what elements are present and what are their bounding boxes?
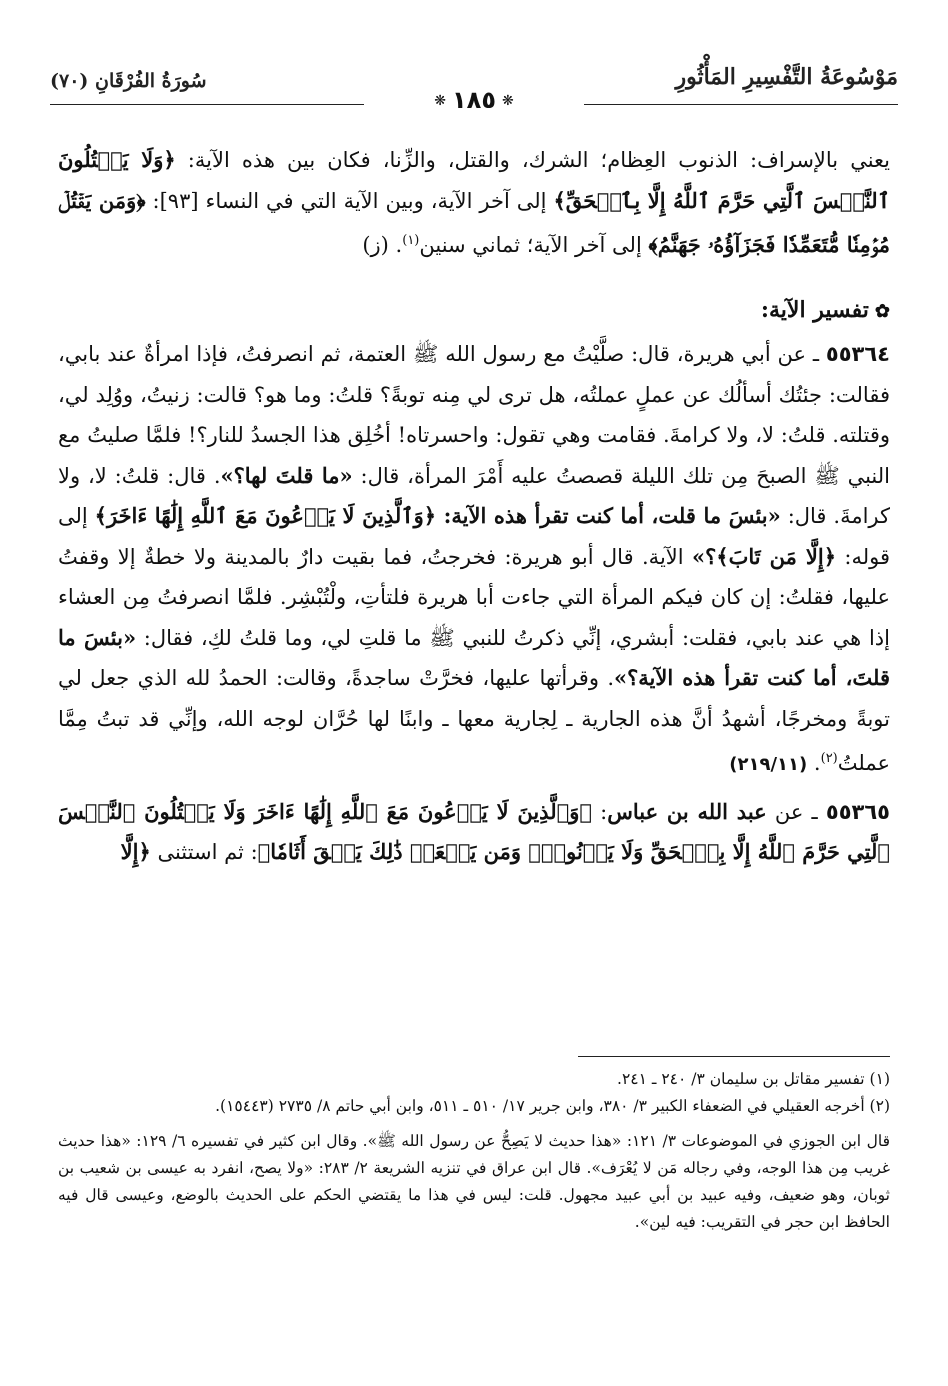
quran-verse: ﴿وَمَن يَقۡتُلۡ مُؤۡمِنٗا مُّتَعَمِّدٗا فَجَزَآؤُهُۥ جَهَنَّمُ﴾ bbox=[58, 187, 890, 257]
page-number bbox=[428, 86, 519, 114]
footnote-2-commentary: قال ابن الجوزي في الموضوعات ٣/ ١٢١: «هذا حديث لا يَصِحُّ عن رسول الله ﷺ». وقال ابن كثير في تفسيره ٦/ ١٢٩: «هذا حديث غريب مِن هذا الوجه، وفي رجاله مَن لا يُعْرَف». قال ابن عراق في تنزيه الشريعة ٢/ ٢٨٣: «ولا يصح، انفرد به عيسى بن شعيب بن ثوبان، وهو ضعيف، وفيه عبيد بن أبي عبيد مجهول. قلت: ليس في هذا ما يقتضي الحكم على الحديث بالوضع، وعيسى قال فيه الحافظ ابن حجر في التقريب: فيه لين». bbox=[58, 1132, 890, 1231]
footnote-divider bbox=[578, 1056, 890, 1057]
hadith-text: . bbox=[807, 751, 821, 775]
narrator-name: عبد الله بن عباس bbox=[607, 798, 767, 824]
hadith-paragraph bbox=[58, 334, 890, 786]
prophet-saying: ؟» bbox=[692, 543, 717, 569]
footnotes bbox=[58, 1066, 890, 1236]
intro-text: . (ز) bbox=[362, 233, 403, 257]
quran-verse: ﴿وَٱلَّذِينَ لَا يَدۡعُونَ مَعَ ٱللَّهِ إِلَٰهًا ءَاخَرَ﴾ bbox=[94, 503, 437, 528]
intro-text: إلى آخر الآية، وبين الآية التي في النساء [٩٣]: bbox=[145, 188, 554, 213]
section-heading bbox=[58, 290, 890, 333]
hadith-text: . قال: قلتُ: لا، ولا كرامةَ. قال: bbox=[58, 463, 890, 528]
header-divider bbox=[584, 104, 898, 105]
footnote-2: (٢) أخرجه العقيلي في الضعفاء الكبير ٣/ ٣٨٠، وابن جرير ١٧/ ٥١٠ ـ ٥١١، وابن أبي حاتم ٨/ ٢٧٣٥ (١٥٤٤٣). bbox=[215, 1097, 890, 1115]
main-text bbox=[58, 140, 890, 873]
footnote-marker[interactable]: (٢) bbox=[820, 751, 838, 766]
hadith-text: الآية. قال أبو هريرة: فخرجتُ، فما بقيت دارٌ بالمدينة ولا خطةٌ إلا وقفتُ عليها، فقلتُ: إن كان فيكم المرأة التي جاءت أبا هريرة فلتأتِ، ولْتُبْشِر. فلمَّا انصرفتُ مِن العشاء إذا هي عند بابي، فقلت: أبشري، إنِّي ذكرتُ للنبي ﷺ ما قلتِ لي، وما قلتُ لكِ، فقال: bbox=[58, 544, 890, 650]
prophet-saying: «بئسَ ما قلتَ، أما كنت تقرأ هذه الآية؟» bbox=[58, 624, 890, 690]
footnote-marker[interactable]: (١) bbox=[402, 233, 420, 248]
quran-verse: ﴿إِلَّا مَن تَابَ﴾ bbox=[716, 543, 836, 569]
quran-verse: ﴿وَٱلَّذِينَ لَا يَدۡعُونَ مَعَ ٱللَّهِ إِلَٰهًا ءَاخَرَ وَلَا يَقۡتُلُونَ ٱلنَّفۡسَ ٱلَّتِي حَرَّمَ ٱللَّهُ إِلَّا بِٱلۡحَقِّ وَلَا يَزۡنُونَۚ وَمَن يَفۡعَلۡ ذَٰلِكَ يَلۡقَ أَثَامٗا﴾ bbox=[58, 798, 890, 864]
prophet-saying: «ما قلتَ لها؟» bbox=[220, 462, 353, 488]
prophet-saying: «بئسَ ما قلت، أما كنت تقرأ هذه الآية: bbox=[436, 503, 781, 528]
header-divider bbox=[50, 104, 364, 105]
intro-text: إلى آخر الآية؛ ثماني سنين bbox=[419, 233, 649, 257]
volume-reference: (٢١٩/١١) bbox=[729, 754, 808, 775]
book-title: مَوْسُوعَةُ التَّفْسِيرِ المَأْثُورِ bbox=[675, 64, 898, 90]
footnote-1: (١) تفسير مقاتل بن سليمان ٣/ ٢٤٠ ـ ٢٤١. bbox=[617, 1070, 890, 1088]
hadith-paragraph bbox=[58, 792, 890, 873]
page-number-value: ١٨٥ bbox=[452, 86, 496, 114]
page-header bbox=[50, 64, 898, 114]
intro-paragraph bbox=[58, 140, 890, 266]
hadith-text: ـ عن أبي هريرة، قال: صلَّيْتُ مع رسول الله ﷺ العتمة، ثم انصرفتُ، فإذا امرأةٌ عند بابي، فقالت: جئتُك أسألُك عن عملٍ عملتُه، هل ترى لي مِنه توبةً؟ قلتُ: وما هو؟ قالت: زنيتُ، ووُلِد لي، وقتلته. قلتُ: لا، ولا كرامةَ. فقامت وهي تقول: واحسرتاه! أخُلِق هذا الجسدُ للنار؟! فلمَّا صليتُ مع النبي ﷺ الصبحَ مِن تلك الليلة قصصتُ عليه أَمْرَ المرأة، قال: bbox=[58, 342, 890, 488]
hadith-number: ٥٥٣٦٤ bbox=[825, 342, 890, 366]
ornament-icon: ❋ bbox=[501, 93, 514, 109]
hadith-text: : ثم استثنى bbox=[150, 840, 258, 864]
flower-icon: ✿ bbox=[874, 300, 890, 322]
quran-verse: ﴿وَلَا يَقۡتُلُونَ ٱلنَّفۡسَ ٱلَّتِي حَرَّمَ ٱللَّهُ إِلَّا بِٱلۡحَقِّ﴾ bbox=[58, 147, 890, 213]
intro-text: يعني بالإسراف: الذنوب العِظام؛ الشرك، والقتل، والزِّنا، فكان بين هذه الآية: bbox=[175, 148, 891, 172]
hadith-text: . وقرأتها عليها، فخرَّتْ ساجدةً، وقالت: الحمدُ لله الذي جعل لي توبةً ومخرجًا، أشهدُ أنَّ هذه الجارية ـ لِجارية معها ـ وابنًا لها حُرَّان لوجه الله، وإنِّي قد تبتُ مِمَّا عملتُ bbox=[58, 666, 890, 775]
hadith-number: ٥٥٣٦٥ bbox=[825, 799, 890, 824]
hadith-text: ـ عن bbox=[766, 799, 826, 824]
section-heading-text: تفسير الآية: bbox=[760, 296, 869, 323]
quran-verse: ﴿إِلَّا bbox=[120, 839, 151, 864]
surah-title: سُورَةُ الفُرْقَانِ (٧٠) bbox=[50, 70, 207, 92]
ornament-icon: ❋ bbox=[434, 93, 447, 109]
hadith-text: : bbox=[591, 799, 608, 824]
hadith-text: إلى قوله: bbox=[58, 504, 891, 569]
